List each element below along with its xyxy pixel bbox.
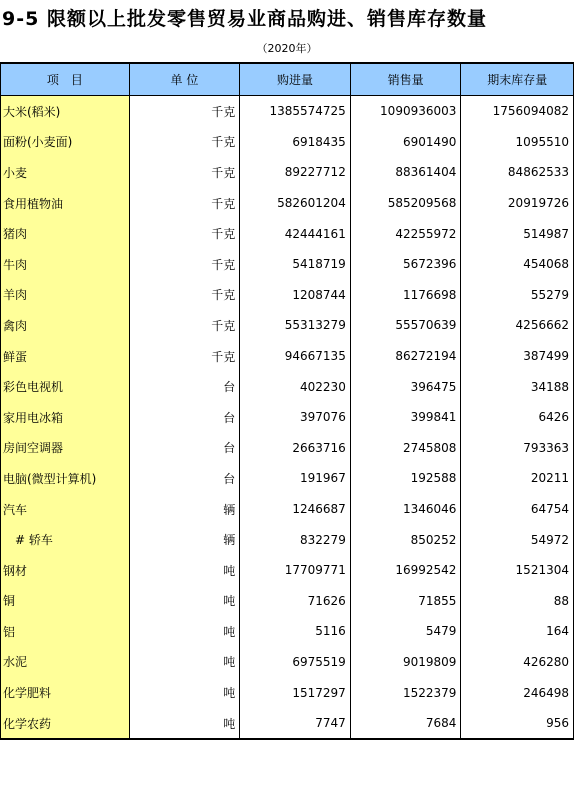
purchase-cell: 5116 xyxy=(240,616,351,647)
table-row xyxy=(1,341,574,372)
table-row xyxy=(1,218,574,249)
purchase-cell: 2663716 xyxy=(240,433,351,464)
sales-cell: 1176698 xyxy=(350,280,461,311)
sales-cell: 88361404 xyxy=(350,157,461,188)
purchase-cell: 1246687 xyxy=(240,494,351,525)
table-row xyxy=(1,494,574,525)
unit-cell: 千克 xyxy=(129,157,240,188)
sales-cell: 9019809 xyxy=(350,647,461,678)
unit-cell: 吨 xyxy=(129,586,240,617)
stock-cell: 454068 xyxy=(461,249,574,280)
unit-cell: 辆 xyxy=(129,524,240,555)
stock-cell: 55279 xyxy=(461,280,574,311)
item-name: 铝 xyxy=(1,616,130,647)
table-row xyxy=(1,96,574,127)
sales-cell: 5479 xyxy=(350,616,461,647)
sales-cell: 16992542 xyxy=(350,555,461,586)
table-row xyxy=(1,586,574,617)
unit-cell: 千克 xyxy=(129,96,240,127)
purchase-cell: 582601204 xyxy=(240,188,351,219)
table-row xyxy=(1,402,574,433)
header-sales: 销售量 xyxy=(350,63,461,96)
unit-cell: 台 xyxy=(129,433,240,464)
item-name: 大米(稻米) xyxy=(1,96,130,127)
header-item: 项 目 xyxy=(1,63,130,96)
purchase-cell: 191967 xyxy=(240,463,351,494)
unit-cell: 千克 xyxy=(129,127,240,158)
unit-cell: 吨 xyxy=(129,616,240,647)
sales-cell: 396475 xyxy=(350,371,461,402)
purchase-cell: 7747 xyxy=(240,708,351,740)
unit-cell: 千克 xyxy=(129,310,240,341)
purchase-cell: 397076 xyxy=(240,402,351,433)
item-name: 汽车 xyxy=(1,494,130,525)
unit-cell: 千克 xyxy=(129,341,240,372)
sales-cell: 2745808 xyxy=(350,433,461,464)
unit-cell: 千克 xyxy=(129,188,240,219)
header-stock: 期末库存量 xyxy=(461,63,574,96)
sales-cell: 55570639 xyxy=(350,310,461,341)
item-name: 禽肉 xyxy=(1,310,130,341)
unit-cell: 台 xyxy=(129,463,240,494)
item-name: 电脑(微型计算机) xyxy=(1,463,130,494)
header-unit: 单 位 xyxy=(129,63,240,96)
stock-cell: 84862533 xyxy=(461,157,574,188)
table-row xyxy=(1,310,574,341)
stock-cell: 4256662 xyxy=(461,310,574,341)
item-name: 家用电冰箱 xyxy=(1,402,130,433)
table-row xyxy=(1,677,574,708)
purchase-cell: 71626 xyxy=(240,586,351,617)
unit-cell: 台 xyxy=(129,402,240,433)
purchase-cell: 402230 xyxy=(240,371,351,402)
item-name: 化学农药 xyxy=(1,708,130,740)
table-row xyxy=(1,616,574,647)
sales-cell: 850252 xyxy=(350,524,461,555)
stock-cell: 426280 xyxy=(461,647,574,678)
page-title: 9-5 限额以上批发零售贸易业商品购进、销售库存数量 xyxy=(2,8,487,30)
sales-cell: 71855 xyxy=(350,586,461,617)
table-row xyxy=(1,708,574,740)
stock-cell: 88 xyxy=(461,586,574,617)
item-name: 鲜蛋 xyxy=(1,341,130,372)
stock-cell: 387499 xyxy=(461,341,574,372)
header-purchase: 购进量 xyxy=(240,63,351,96)
unit-cell: 辆 xyxy=(129,494,240,525)
stock-cell: 54972 xyxy=(461,524,574,555)
stock-cell: 20919726 xyxy=(461,188,574,219)
item-name: 水泥 xyxy=(1,647,130,678)
stock-cell: 246498 xyxy=(461,677,574,708)
stock-cell: 6426 xyxy=(461,402,574,433)
item-name: 食用植物油 xyxy=(1,188,130,219)
sales-cell: 585209568 xyxy=(350,188,461,219)
stock-cell: 1521304 xyxy=(461,555,574,586)
header-row xyxy=(1,63,574,96)
purchase-cell: 94667135 xyxy=(240,341,351,372)
purchase-cell: 1208744 xyxy=(240,280,351,311)
table-row xyxy=(1,555,574,586)
item-name: 化学肥料 xyxy=(1,677,130,708)
item-name: 铜 xyxy=(1,586,130,617)
stock-cell: 64754 xyxy=(461,494,574,525)
purchase-cell: 832279 xyxy=(240,524,351,555)
table-row xyxy=(1,249,574,280)
unit-cell: 吨 xyxy=(129,677,240,708)
item-name: 小麦 xyxy=(1,157,130,188)
sales-cell: 42255972 xyxy=(350,218,461,249)
sales-cell: 1522379 xyxy=(350,677,461,708)
purchase-cell: 55313279 xyxy=(240,310,351,341)
stock-cell: 1756094082 xyxy=(461,96,574,127)
unit-cell: 千克 xyxy=(129,280,240,311)
stock-cell: 164 xyxy=(461,616,574,647)
purchase-cell: 6918435 xyxy=(240,127,351,158)
stock-cell: 956 xyxy=(461,708,574,740)
purchase-cell: 1517297 xyxy=(240,677,351,708)
sales-cell: 86272194 xyxy=(350,341,461,372)
unit-cell: 台 xyxy=(129,371,240,402)
unit-cell: 吨 xyxy=(129,555,240,586)
year-subtitle: （2020年） xyxy=(256,42,318,55)
item-name: 房间空调器 xyxy=(1,433,130,464)
unit-cell: 吨 xyxy=(129,647,240,678)
sales-cell: 7684 xyxy=(350,708,461,740)
table-row xyxy=(1,157,574,188)
item-name: 羊肉 xyxy=(1,280,130,311)
unit-cell: 千克 xyxy=(129,249,240,280)
item-name: 猪肉 xyxy=(1,218,130,249)
item-name: 钢材 xyxy=(1,555,130,586)
stock-cell: 1095510 xyxy=(461,127,574,158)
stock-cell: 34188 xyxy=(461,371,574,402)
sales-cell: 5672396 xyxy=(350,249,461,280)
commodity-table xyxy=(0,62,574,740)
purchase-cell: 17709771 xyxy=(240,555,351,586)
table-row xyxy=(1,371,574,402)
table-row xyxy=(1,524,574,555)
item-name: 面粉(小麦面) xyxy=(1,127,130,158)
purchase-cell: 1385574725 xyxy=(240,96,351,127)
table-row xyxy=(1,647,574,678)
stock-cell: 514987 xyxy=(461,218,574,249)
table-body xyxy=(1,96,574,740)
item-name: 彩色电视机 xyxy=(1,371,130,402)
table-row xyxy=(1,463,574,494)
table-row xyxy=(1,433,574,464)
stock-cell: 20211 xyxy=(461,463,574,494)
sales-cell: 1090936003 xyxy=(350,96,461,127)
sales-cell: 6901490 xyxy=(350,127,461,158)
table-row xyxy=(1,280,574,311)
purchase-cell: 42444161 xyxy=(240,218,351,249)
table-row xyxy=(1,188,574,219)
purchase-cell: 6975519 xyxy=(240,647,351,678)
purchase-cell: 89227712 xyxy=(240,157,351,188)
stock-cell: 793363 xyxy=(461,433,574,464)
item-name: # 轿车 xyxy=(1,524,130,555)
purchase-cell: 5418719 xyxy=(240,249,351,280)
item-name: 牛肉 xyxy=(1,249,130,280)
sales-cell: 399841 xyxy=(350,402,461,433)
unit-cell: 吨 xyxy=(129,708,240,740)
table-row xyxy=(1,127,574,158)
sales-cell: 192588 xyxy=(350,463,461,494)
sales-cell: 1346046 xyxy=(350,494,461,525)
unit-cell: 千克 xyxy=(129,218,240,249)
